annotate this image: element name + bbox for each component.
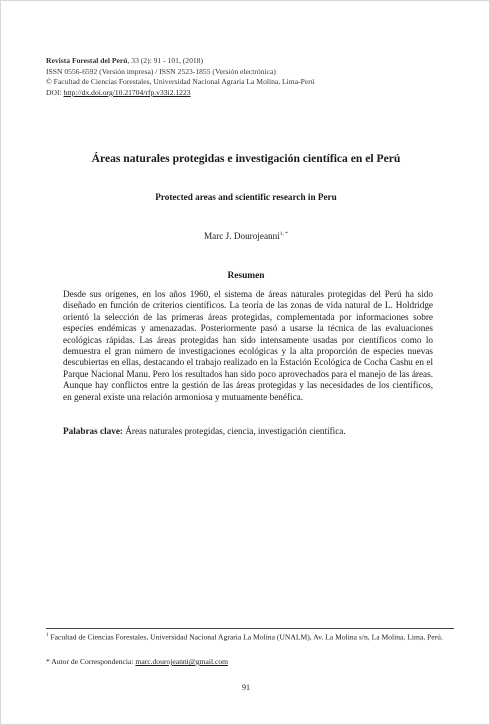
keywords-text: Áreas naturales protegidas, ciencia, investigación científica. [122, 426, 346, 436]
author-name: Marc J. Dourojeanni [203, 231, 280, 242]
doi-label: DOI: [46, 87, 64, 97]
citation-line [46, 56, 315, 67]
journal-header [46, 56, 315, 98]
issn-line: ISSN 0556-6592 (Versión impresa) / ISSN 2523-1855 (Versión electrónica) [46, 66, 276, 76]
author-line [1, 231, 490, 241]
journal-name: Revista Forestal del Perú [46, 56, 128, 65]
affiliation-text: Facultad de Ciencias Forestales, Universidad Nacional Agraria La Molina (UNALM), Av. La Molina s/n, La Molina, Lima, Perú. [48, 632, 443, 642]
article-subtitle: Protected areas and scientific research in Peru [155, 192, 337, 202]
doi-link[interactable]: http://dx.doi.org/10.21704/rfp.v33i2.1223 [63, 87, 191, 97]
abstract-heading: Resumen [227, 271, 265, 281]
page-number: 91 [242, 683, 250, 692]
footnote-mark: 1 [46, 633, 49, 638]
footnote-affiliation [46, 631, 448, 643]
article-title: Áreas naturales protegidas e investigación científica en el Perú [91, 152, 401, 165]
footnote-divider [46, 628, 454, 629]
footnote-correspondence [46, 657, 228, 667]
author-marks: 1, * [279, 231, 289, 237]
copyright-line: © Facultad de Ciencias Forestales, Universidad Nacional Agraria La Molina, Lima-Perú [46, 77, 315, 87]
doi-line [46, 88, 315, 99]
journal-volume: , 33 (2): 91 - 101, (2018) [127, 56, 203, 65]
keywords-label: Palabras clave: [63, 426, 123, 436]
correspondence-label: * Autor de Correspondencia: [46, 657, 136, 666]
keywords-line [63, 426, 433, 437]
abstract-text: Desde sus orígenes, en los años 1960, el sistema de áreas naturales protegidas del Perú ha sido diseñado en función de criterios científicos. La teoría de las zonas de vida natural de L. Holdridge orientó la selección de las primeras áreas protegidas, complementada por informaciones sobre especies endémicas y amenazadas. Posteriormente pasó a usarse la técnica de las evaluaciones ecológicas rápidas. Las áreas protegidas han sido intensamente usadas por científicos como lo demuestra el gran número de investigaciones ecológicas y la alta proporción de especies nuevas descubiertas en ellas, destacando el trabajo realizado en la Estación Ecológica de Cocha Cashu en el Parque Nacional Manu. Pero los resultados han sido poco aprovechados para el manejo de las áreas. Aunque hay conflictos entre la gestión de las áreas protegidas y las necesidades de los científicos, en general existe una relación armoniosa y mutuamente benéfica. [63, 289, 433, 402]
correspondence-email-link[interactable]: marc.dourojeanni@gmail.com [135, 657, 229, 666]
